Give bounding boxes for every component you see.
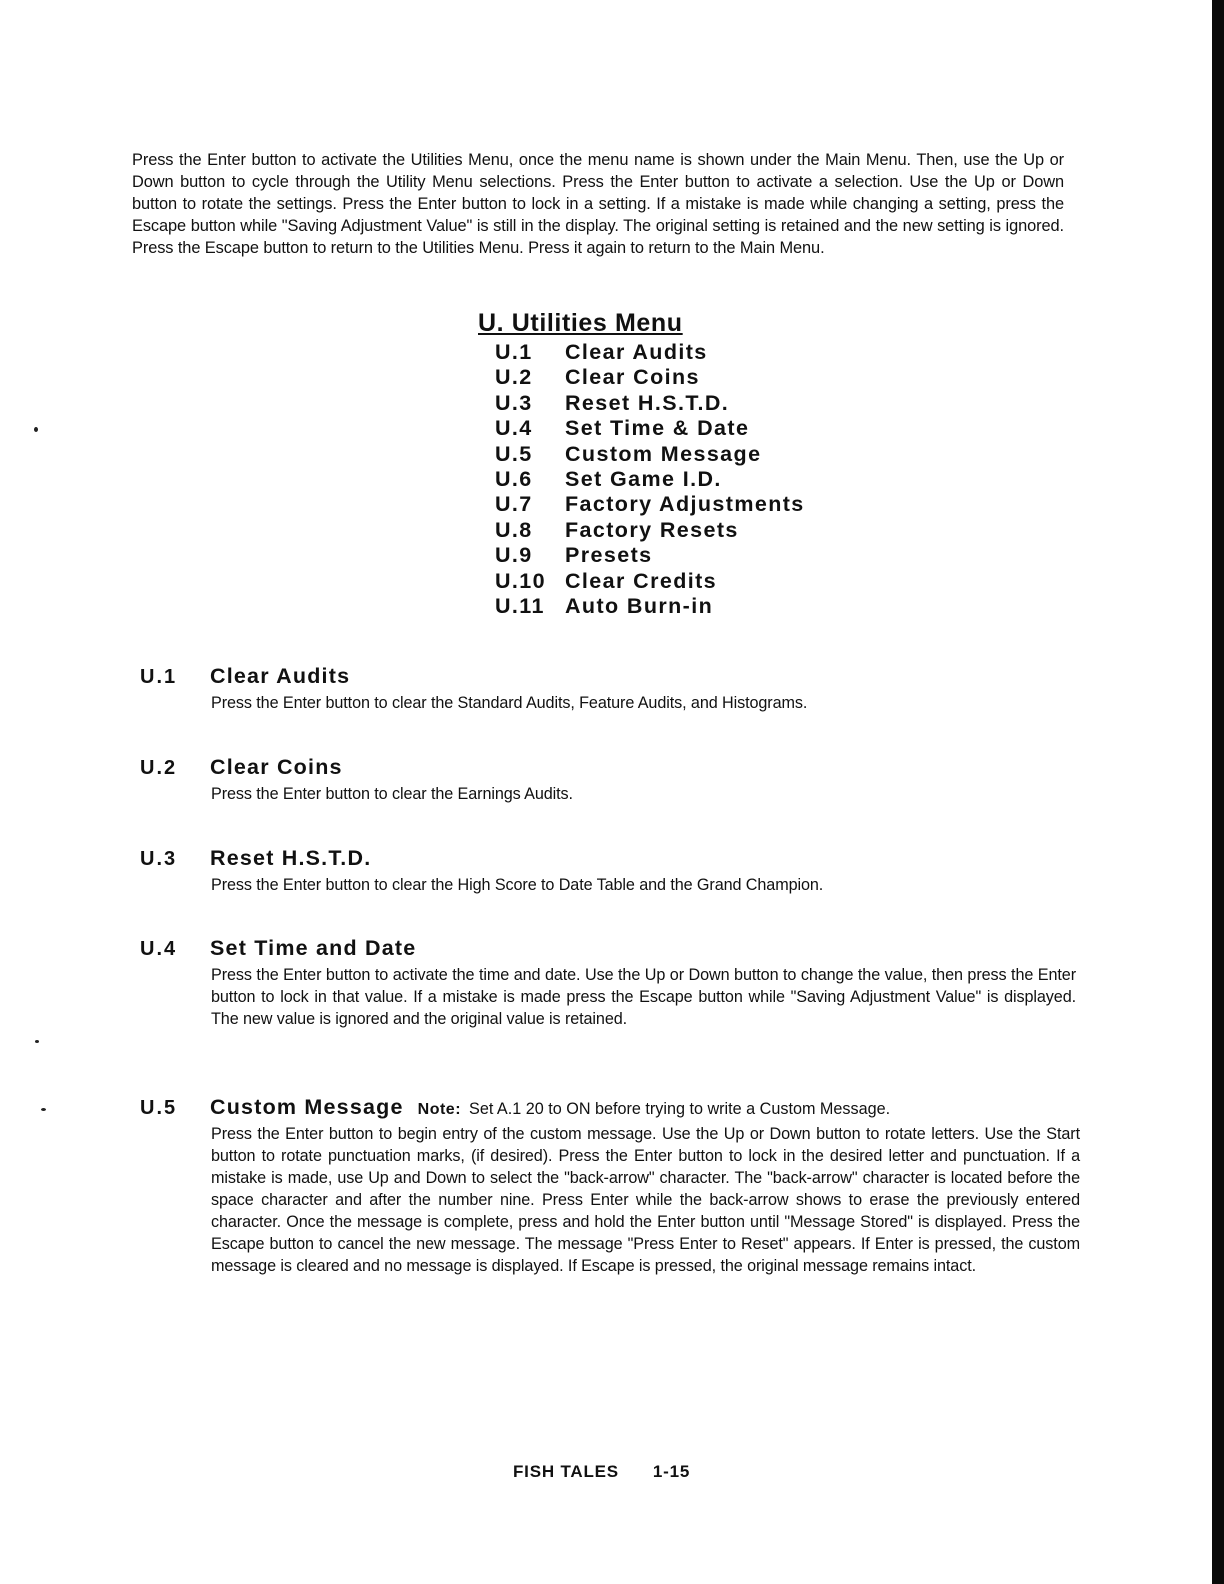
section-body: Press the Enter button to activate the time and date. Use the Up or Down button to change the value, then press the Enter button to lock in that value. If a mistake is made press the Escape button while "Saving Adjustment Value" is displayed. The new value is ignored and the original value is retained. xyxy=(211,966,1076,1028)
section-heading xyxy=(140,755,960,783)
section-body: Press the Enter button to clear the Standard Audits, Feature Audits, and Histograms. xyxy=(211,694,808,712)
menu-item xyxy=(495,594,898,619)
menu-item-number: U.2 xyxy=(495,365,533,390)
scan-speck xyxy=(41,1108,46,1111)
menu-item-label: Auto Burn-in xyxy=(565,593,714,618)
section-heading xyxy=(140,1095,1080,1123)
section-heading xyxy=(140,664,960,692)
section-title: Reset H.S.T.D. xyxy=(210,846,372,870)
footer-title: FISH TALES xyxy=(513,1462,619,1481)
menu-item-number: U.10 xyxy=(495,568,547,593)
menu-item-number: U.3 xyxy=(495,390,533,415)
menu-item-label: Clear Credits xyxy=(565,568,718,593)
menu-item-number: U.9 xyxy=(495,543,533,568)
section-reset-hstd xyxy=(140,846,980,896)
section-number: U.4 xyxy=(140,938,178,960)
menu-item-label: Set Game I.D. xyxy=(565,466,722,491)
menu-item xyxy=(495,518,898,543)
section-title: Clear Coins xyxy=(210,755,343,779)
utilities-menu xyxy=(478,306,898,619)
section-title: Clear Audits xyxy=(210,664,351,688)
menu-item-label: Clear Coins xyxy=(565,365,700,390)
menu-item-number: U.1 xyxy=(495,340,533,364)
section-custom-message xyxy=(140,1095,1080,1277)
section-title: Custom Message xyxy=(210,1095,404,1119)
menu-item-label: Set Time & Date xyxy=(565,416,750,441)
menu-item xyxy=(495,391,898,416)
section-set-time-date xyxy=(140,936,1076,1030)
section-heading xyxy=(140,936,1076,964)
menu-title: U. Utilities Menu xyxy=(478,309,683,337)
menu-item-label: Factory Resets xyxy=(565,517,739,542)
section-number: U.5 xyxy=(140,1097,178,1119)
menu-item-number: U.4 xyxy=(495,416,533,441)
section-body: Press the Enter button to clear the High Score to Date Table and the Grand Champion. xyxy=(211,876,824,894)
section-heading xyxy=(140,846,980,874)
section-clear-audits xyxy=(140,664,960,714)
menu-item-label: Custom Message xyxy=(565,441,762,466)
menu-item-number: U.7 xyxy=(495,492,533,517)
menu-item-number: U.11 xyxy=(495,593,545,618)
section-clear-coins xyxy=(140,755,960,805)
menu-item-label: Presets xyxy=(565,543,653,568)
menu-item-number: U.8 xyxy=(495,517,533,542)
menu-item-number: U.5 xyxy=(495,441,533,466)
section-number: U.1 xyxy=(140,666,178,688)
menu-item xyxy=(495,467,898,492)
scan-edge xyxy=(1212,0,1224,1584)
section-number: U.2 xyxy=(140,757,178,779)
menu-item xyxy=(495,340,898,365)
page-footer xyxy=(513,1462,690,1482)
menu-item xyxy=(495,416,898,441)
section-body: Press the Enter button to clear the Earnings Audits. xyxy=(211,785,573,803)
menu-item xyxy=(495,442,898,467)
note-label: Note: xyxy=(417,1101,462,1118)
section-body: Press the Enter button to begin entry of the custom message. Use the Up or Down button to rotate letters. Use the Start button to rotate punctuation marks, (if desired). Press the Enter button to lock in the desired letter and punctuation. If a mistake is made, use Up and Down to select the "back-arrow" character. The "back-arrow" character is located before the space character and after the number nine. Press Enter while the back-arrow shows to erase the previously entered character. Once the message is complete, press and hold the Enter button until "Message Stored" is displayed. Press the Escape button to cancel the new message. The message "Press Enter to Reset" appears. If Enter is pressed, the custom message is cleared and no message is displayed. If Escape is pressed, the original message remains intact. xyxy=(211,1125,1080,1275)
scan-speck xyxy=(35,1040,39,1043)
menu-item xyxy=(495,492,898,517)
section-title: Set Time and Date xyxy=(210,936,417,960)
scan-speck xyxy=(34,427,38,432)
section-number: U.3 xyxy=(140,848,178,870)
menu-item xyxy=(495,543,898,568)
page-number: 1-15 xyxy=(652,1462,691,1481)
menu-item xyxy=(495,365,898,390)
menu-item-label: Factory Adjustments xyxy=(565,492,805,517)
menu-item xyxy=(495,569,898,594)
menu-list xyxy=(478,340,898,619)
menu-item-number: U.6 xyxy=(495,466,533,491)
intro-paragraph: Press the Enter button to activate the Utilities Menu, once the menu name is shown under the Main Menu. Then, use the Up or Down button to cycle through the Utility Menu selections. Press the Enter button to activate a selection. Use the Up or Down button to rotate the settings. Press the Enter button to lock in a setting. If a mistake is made while changing a setting, press the Escape button while "Saving Adjustment Value" is still in the display. The original setting is retained and the new setting is ignored. Press the Escape button to return to the Utilities Menu. Press it again to return to the Main Menu. xyxy=(132,151,1064,258)
menu-item-label: Reset H.S.T.D. xyxy=(565,390,730,415)
menu-item-label: Clear Audits xyxy=(565,340,708,364)
note-text: Set A.1 20 to ON before trying to write a Custom Message. xyxy=(469,1100,891,1118)
